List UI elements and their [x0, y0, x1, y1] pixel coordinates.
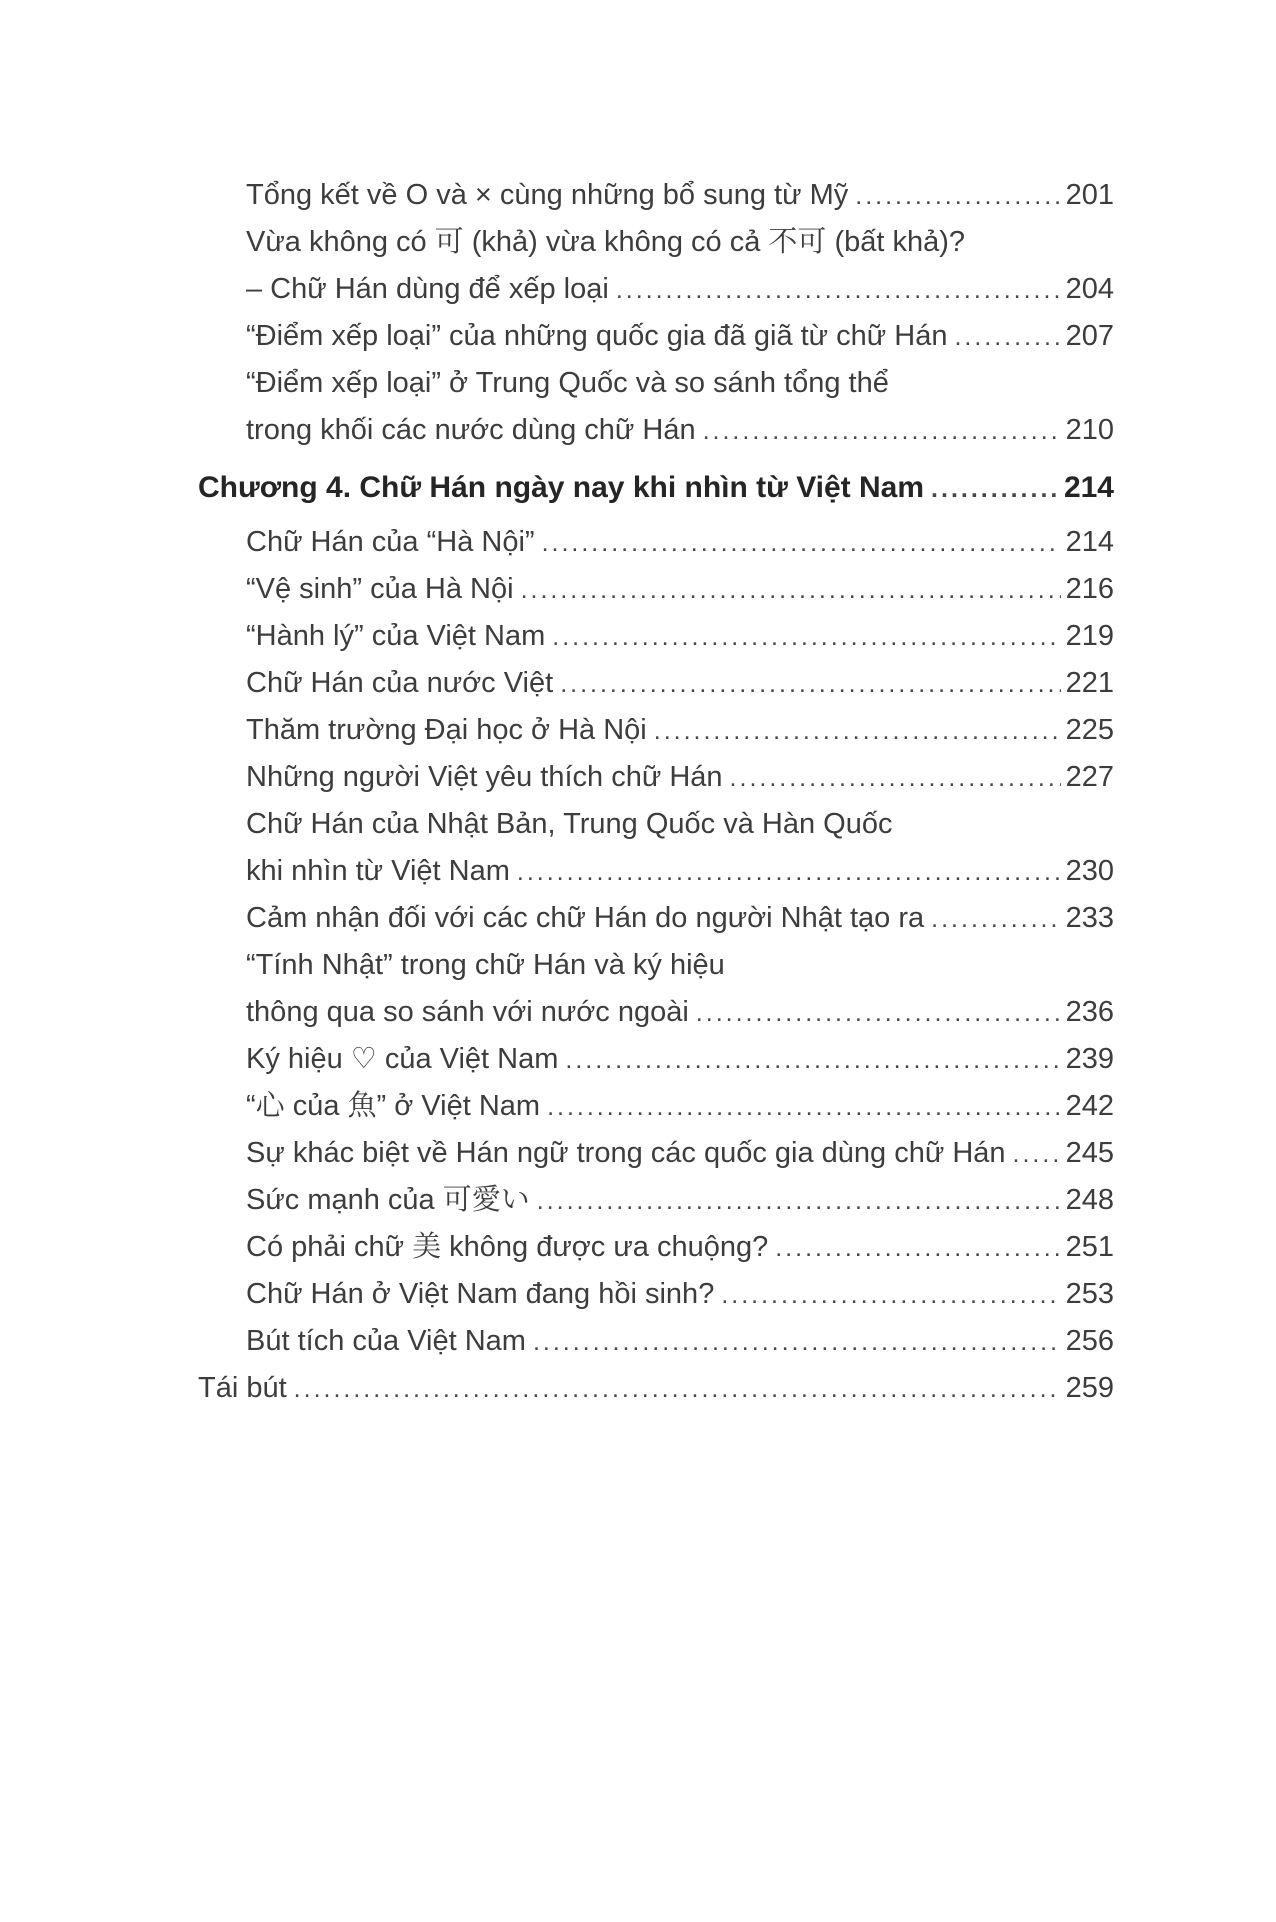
- page-number: 239: [1065, 1043, 1114, 1075]
- toc-entry-title: “Hành lý” của Việt Nam: [246, 620, 546, 652]
- toc-entry: [198, 801, 1114, 895]
- dot-leader: [552, 613, 1060, 661]
- page-number: 230: [1065, 855, 1114, 887]
- toc-line: [246, 660, 1114, 707]
- toc-line: [246, 754, 1114, 801]
- toc-entry: [198, 1036, 1114, 1083]
- dot-leader: [931, 895, 1060, 943]
- toc-entry-title: Chữ Hán ở Việt Nam đang hồi sinh?: [246, 1278, 715, 1310]
- dot-leader: [521, 566, 1061, 614]
- toc-entry: [198, 1177, 1114, 1224]
- page-number: 256: [1065, 1325, 1114, 1357]
- dot-leader: [1013, 1130, 1061, 1178]
- toc-line: [246, 566, 1114, 613]
- page-number: 242: [1065, 1090, 1114, 1122]
- toc-line: [246, 266, 1114, 313]
- toc-entry: [198, 519, 1114, 566]
- toc-entry: [198, 1271, 1114, 1318]
- toc-entry: [198, 219, 1114, 313]
- dot-leader: [542, 519, 1061, 567]
- dot-leader: [533, 1318, 1061, 1366]
- toc-line: [246, 360, 1114, 407]
- page-number: 214: [1065, 526, 1114, 558]
- page-number: 221: [1065, 667, 1114, 699]
- toc-entry-title: “Điểm xếp loại” của những quốc gia đã giã từ chữ Hán: [246, 320, 948, 352]
- toc-entry: [198, 1083, 1114, 1130]
- dot-leader: [703, 407, 1061, 455]
- toc-entry: [198, 566, 1114, 613]
- page-number: 207: [1065, 320, 1114, 352]
- toc-line: [198, 464, 1114, 511]
- toc-line: [246, 848, 1114, 895]
- toc-entry: [198, 1130, 1114, 1177]
- page-number: 233: [1065, 902, 1114, 934]
- toc-entry: [198, 360, 1114, 454]
- toc-line: [246, 1318, 1114, 1365]
- page-number: 210: [1065, 414, 1114, 446]
- dot-leader: [931, 464, 1059, 513]
- page-number: 216: [1065, 573, 1114, 605]
- toc-line: [246, 801, 1114, 848]
- toc-entry: [198, 660, 1114, 707]
- toc-entry-title: Vừa không có 可 (khả) vừa không có cả 不可 (bất khả)?: [246, 226, 966, 258]
- toc-entry: [198, 707, 1114, 754]
- toc-entry-title: trong khối các nước dùng chữ Hán: [246, 414, 696, 446]
- dot-leader: [775, 1224, 1060, 1272]
- toc-entry-title: khi nhìn từ Việt Nam: [246, 855, 510, 887]
- toc-entry: [198, 613, 1114, 660]
- dot-leader: [537, 1177, 1061, 1225]
- page-number: 236: [1065, 996, 1114, 1028]
- toc-line: [246, 1177, 1114, 1224]
- toc-entry-title: Sự khác biệt về Hán ngữ trong các quốc gia dùng chữ Hán: [246, 1137, 1006, 1169]
- toc-entry-title: – Chữ Hán dùng để xếp loại: [246, 273, 609, 305]
- toc-entry-title: Cảm nhận đối với các chữ Hán do người Nhật tạo ra: [246, 902, 925, 934]
- page-number: 259: [1065, 1372, 1114, 1404]
- toc-entry-title: Tái bút: [198, 1372, 287, 1404]
- toc-entry: [198, 942, 1114, 1036]
- toc-line: [246, 407, 1114, 454]
- toc-entry-title: “Vệ sinh” của Hà Nội: [246, 573, 514, 605]
- toc-entry-title: Chữ Hán của “Hà Nội”: [246, 526, 535, 558]
- toc-line: [246, 1224, 1114, 1271]
- toc-line: [246, 707, 1114, 754]
- toc-entry: [198, 313, 1114, 360]
- toc-entry-title: Chương 4. Chữ Hán ngày nay khi nhìn từ Việt Nam: [198, 471, 925, 504]
- dot-leader: [547, 1083, 1061, 1131]
- toc-entry-title: Bút tích của Việt Nam: [246, 1325, 526, 1357]
- dot-leader: [954, 313, 1060, 361]
- toc-entry-title: “Tính Nhật” trong chữ Hán và ký hiệu: [246, 949, 725, 981]
- page-number: 225: [1065, 714, 1114, 746]
- toc-entry-title: “Điểm xếp loại” ở Trung Quốc và so sánh tổng thể: [246, 367, 889, 399]
- toc-entry: [198, 1224, 1114, 1271]
- table-of-contents: [198, 172, 1114, 1412]
- toc-line: [246, 219, 1114, 266]
- page-number: 219: [1065, 620, 1114, 652]
- toc-entry-title: thông qua so sánh với nước ngoài: [246, 996, 689, 1028]
- toc-entry: [198, 895, 1114, 942]
- page-number: 201: [1065, 179, 1114, 211]
- toc-line: [246, 1036, 1114, 1083]
- toc-line: [198, 1365, 1114, 1412]
- toc-entry: [198, 754, 1114, 801]
- toc-entry-title: Chữ Hán của Nhật Bản, Trung Quốc và Hàn Quốc: [246, 808, 893, 840]
- dot-leader: [654, 707, 1061, 755]
- toc-chapter-entry: [198, 464, 1114, 511]
- page-number: 227: [1065, 761, 1114, 793]
- toc-line: [246, 172, 1114, 219]
- page-number: 248: [1065, 1184, 1114, 1216]
- toc-entry: [198, 1318, 1114, 1365]
- dot-leader: [560, 660, 1060, 708]
- toc-entry-title: Sức mạnh của 可愛い: [246, 1184, 530, 1216]
- toc-entry-title: Ký hiệu ♡ của Việt Nam: [246, 1043, 559, 1075]
- page-number: 245: [1065, 1137, 1114, 1169]
- toc-entry-title: Những người Việt yêu thích chữ Hán: [246, 761, 723, 793]
- toc-line: [246, 519, 1114, 566]
- toc-chapter-entry: [198, 1365, 1114, 1412]
- dot-leader: [616, 266, 1061, 314]
- toc-entry-title: Tổng kết về O và × cùng những bổ sung từ Mỹ: [246, 179, 849, 211]
- page-number: 214: [1063, 471, 1114, 504]
- dot-leader: [294, 1365, 1061, 1413]
- toc-line: [246, 942, 1114, 989]
- dot-leader: [721, 1271, 1060, 1319]
- toc-entry-title: Thăm trường Đại học ở Hà Nội: [246, 714, 647, 746]
- toc-entry: [198, 172, 1114, 219]
- toc-line: [246, 989, 1114, 1036]
- page-number: 253: [1065, 1278, 1114, 1310]
- toc-line: [246, 1271, 1114, 1318]
- page-number: 251: [1065, 1231, 1114, 1263]
- dot-leader: [517, 848, 1061, 896]
- toc-entry-title: Chữ Hán của nước Việt: [246, 667, 554, 699]
- page-number: 204: [1065, 273, 1114, 305]
- toc-line: [246, 313, 1114, 360]
- toc-line: [246, 1083, 1114, 1130]
- toc-entry-title: “心 của 魚” ở Việt Nam: [246, 1090, 541, 1122]
- toc-line: [246, 1130, 1114, 1177]
- dot-leader: [565, 1036, 1060, 1084]
- toc-entry-title: Có phải chữ 美 không được ưa chuộng?: [246, 1231, 769, 1263]
- toc-line: [246, 895, 1114, 942]
- toc-line: [246, 613, 1114, 660]
- dot-leader: [855, 172, 1060, 220]
- dot-leader: [696, 989, 1061, 1037]
- dot-leader: [730, 754, 1061, 802]
